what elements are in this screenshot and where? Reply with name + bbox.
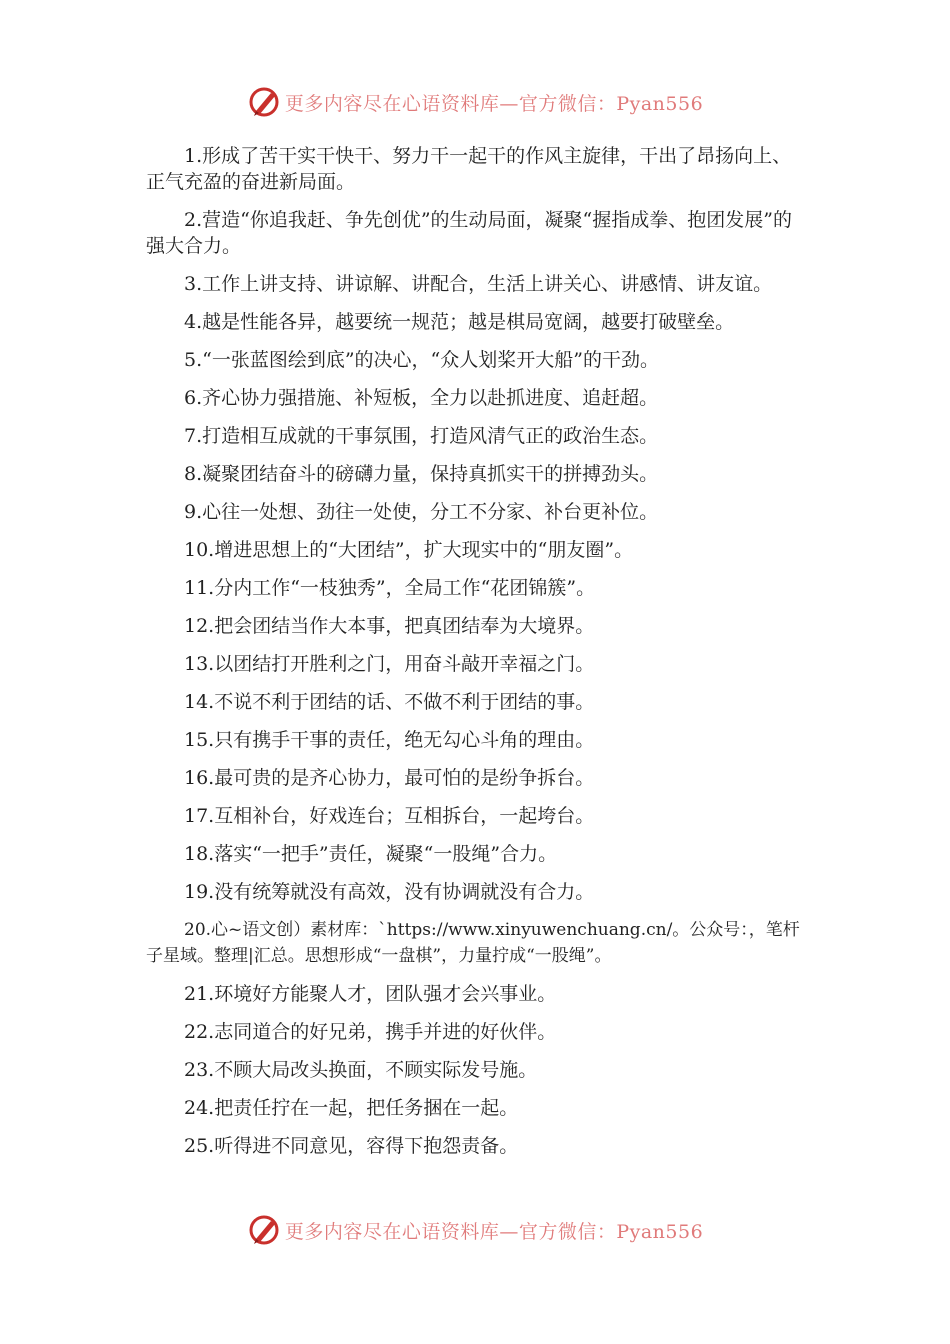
list-item: 5.“一张蓝图绘到底”的决心，“众人划桨开大船”的干劲。 [184, 349, 659, 371]
list-item: 7.打造相互成就的干事氛围，打造风清气正的政治生态。 [184, 425, 659, 447]
list-item: 4.越是性能各异，越要统一规范；越是棋局宽阔，越要打破壁垒。 [184, 311, 735, 333]
list-item: 17.互相补台，好戏连台；互相拆台，一起垮台。 [184, 805, 595, 827]
list-item: 2.营造“你追我赶、争先创优”的生动局面，凝聚“握指成拳、抱团发展”的强大合力。 [146, 209, 792, 257]
list-item: 19.没有统筹就没有高效，没有协调就没有合力。 [184, 881, 595, 903]
footer-brand-text: 更多内容尽在心语资料库—官方微信：Pyan556 [284, 1220, 704, 1243]
list-item: 16.最可贵的是齐心协力，最可怕的是纷争拆台。 [184, 767, 595, 789]
document-body [146, 143, 806, 1171]
header-brand-text: 更多内容尽在心语资料库—官方微信：Pyan556 [284, 92, 704, 115]
list-item: 25.听得进不同意见，容得下抱怨责备。 [184, 1135, 519, 1157]
list-item: 10.增进思想上的“大团结”，扩大现实中的“朋友圈”。 [184, 539, 634, 561]
list-item: 11.分内工作“一枝独秀”，全局工作“花团锦簇”。 [184, 577, 596, 599]
list-item: 24.把责任拧在一起，把任务捆在一起。 [184, 1097, 519, 1119]
list-item: 12.把会团结当作大本事，把真团结奉为大境界。 [184, 615, 595, 637]
list-item: 14.不说不利于团结的话、不做不利于团结的事。 [184, 691, 595, 713]
pen-logo-icon [247, 85, 281, 119]
footer-banner [0, 1210, 950, 1250]
list-item: 13.以团结打开胜利之门，用奋斗敲开幸福之门。 [184, 653, 595, 675]
list-item: 8.凝聚团结奋斗的磅礴力量，保持真抓实干的拼搏劲头。 [184, 463, 659, 485]
list-item: 23.不顾大局改头换面，不顾实际发号施。 [184, 1059, 538, 1081]
list-item-source-note: 20.心~语文创）素材库：`https://www.xinyuwenchuang.cn/。公众号：，笔杆子星域。整理|汇总。思想形成“一盘棋”，力量拧成“一股绳”。 [146, 920, 800, 966]
list-item: 6.齐心协力强措施、补短板，全力以赴抓进度、追赶超。 [184, 387, 659, 409]
pen-logo-icon [247, 1213, 281, 1247]
header-banner [0, 82, 950, 122]
list-item: 18.落实“一把手”责任，凝聚“一股绳”合力。 [184, 843, 558, 865]
list-item: 1.形成了苦干实干快干、努力干一起干的作风主旋律，干出了昂扬向上、正气充盈的奋进新局面。 [146, 145, 792, 193]
list-item: 3.工作上讲支持、讲谅解、讲配合，生活上讲关心、讲感情、讲友谊。 [184, 273, 773, 295]
list-item: 22.志同道合的好兄弟，携手并进的好伙伴。 [184, 1021, 557, 1043]
list-item: 15.只有携手干事的责任，绝无勾心斗角的理由。 [184, 729, 595, 751]
list-item: 9.心往一处想、劲往一处使，分工不分家、补台更补位。 [184, 501, 659, 523]
list-item: 21.环境好方能聚人才，团队强才会兴事业。 [184, 983, 557, 1005]
